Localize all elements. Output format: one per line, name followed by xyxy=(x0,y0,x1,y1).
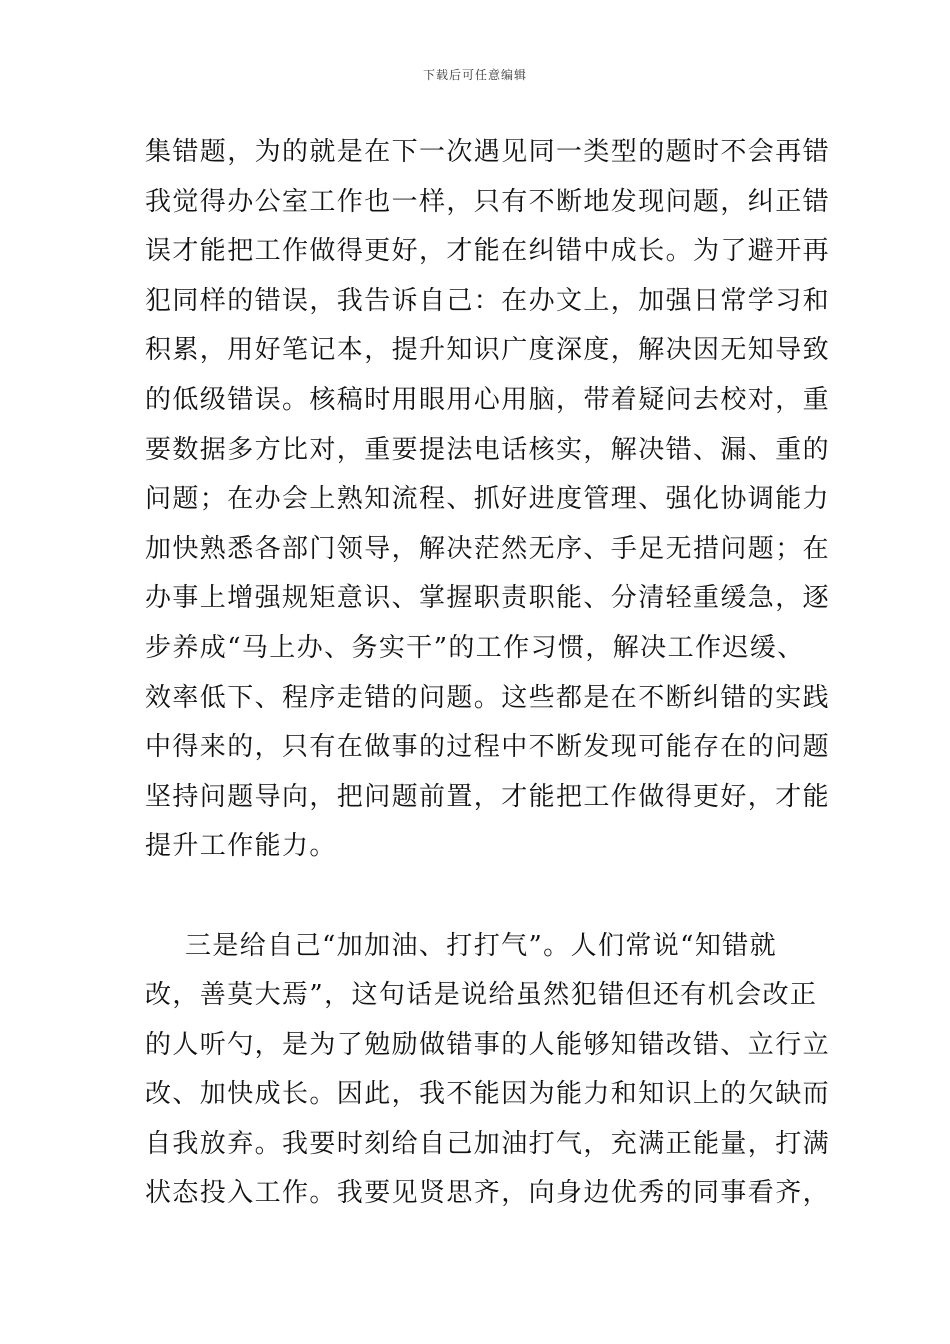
text-line: 中得来的，只有在做事的过程中不断发现可能存在的问题 xyxy=(145,732,831,763)
text-line: 集错题，为的就是在下一次遇见同一类型的题时不会再错 xyxy=(145,137,831,167)
text-line: 犯同样的错误，我告诉自己：在办文上，加强日常学习和 xyxy=(145,285,831,316)
text-line: 要数据多方比对，重要提法电话核实，解决错、漏、重的 xyxy=(145,434,831,465)
text-line: 效率低下、程序走错的问题。这些都是在不断纠错的实践 xyxy=(145,682,831,713)
text-line: 步养成“马上办、务实干”的工作习惯，解决工作迟缓、 xyxy=(145,632,805,663)
text-line: 提升工作能力。 xyxy=(145,831,337,862)
text-line: 问题；在办会上熟知流程、抓好进度管理、强化协调能力 xyxy=(145,484,831,515)
text-line: 坚持问题导向，把问题前置，才能把工作做得更好，才能 xyxy=(145,781,831,812)
text-line: 的低级错误。核稿时用眼用心用脑，带着疑问去校对，重 xyxy=(145,384,831,415)
text-line: 我觉得办公室工作也一样，只有不断地发现问题，纠正错 xyxy=(145,186,831,217)
text-line: 加快熟悉各部门领导，解决茫然无序、手足无措问题；在 xyxy=(145,533,831,564)
page-header: 下载后可任意编辑 xyxy=(422,68,527,82)
paragraph-2 xyxy=(145,922,831,1220)
text-line: 的人听勺，是为了勉励做错事的人能够知错改错、立行立 xyxy=(145,1029,831,1060)
text-line-indented: 三是给自己“加加油、打打气”。人们常说“知错就 xyxy=(185,930,778,961)
paragraph-1 xyxy=(145,128,831,872)
text-line: 误才能把工作做得更好，才能在纠错中成长。为了避开再 xyxy=(145,236,831,267)
text-line: 状态投入工作。我要见贤思齐，向身边优秀的同事看齐， xyxy=(145,1178,831,1209)
text-line: 改，善莫大焉”，这句话是说给虽然犯错但还有机会改正 xyxy=(145,980,818,1011)
paragraph-gap xyxy=(145,872,825,922)
text-line: 改、加快成长。因此，我不能因为能力和知识上的欠缺而 xyxy=(145,1079,831,1110)
document-body xyxy=(145,128,831,1219)
text-line: 自我放弃。我要时刻给自己加油打气，充满正能量，打满 xyxy=(145,1128,831,1159)
text-line: 办事上增强规矩意识、掌握职责职能、分清轻重缓急，逐 xyxy=(145,583,831,614)
text-line: 积累，用好笔记本，提升知识广度深度，解决因无知导致 xyxy=(145,335,831,366)
